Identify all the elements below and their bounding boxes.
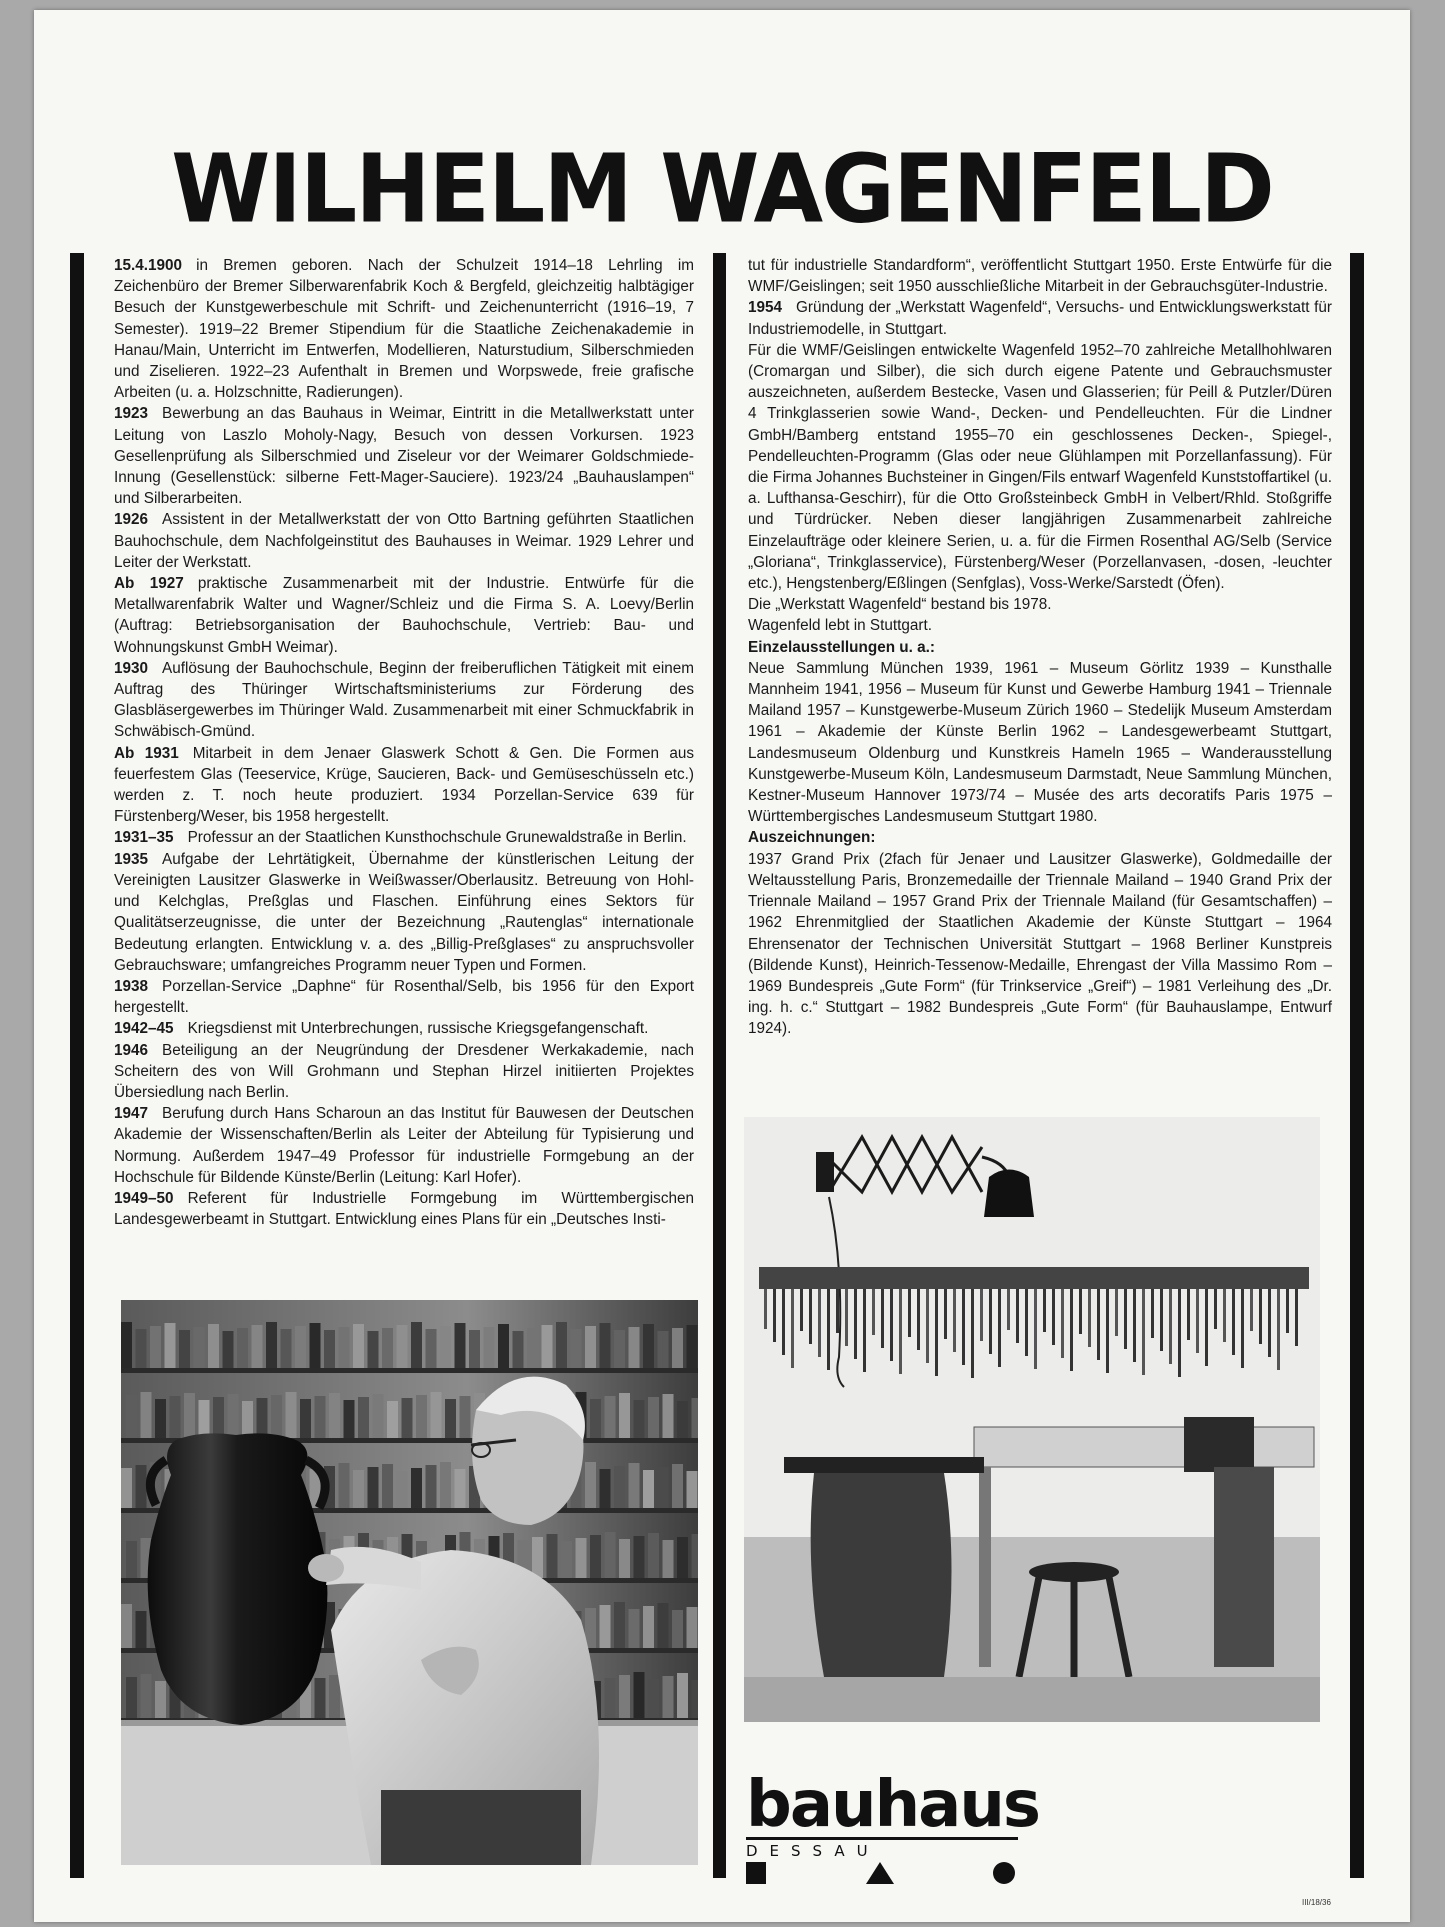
entry-year: 1931–35	[114, 829, 174, 847]
continuation-paragraph: tut für industrielle Standardform“, veröffentlicht Stuttgart 1950. Erste Entwürfe für die WMF/Geislingen; seit 1950 ausschließliche Mitarbeit in der Gebrauchsgüter-Industrie.	[748, 257, 1332, 296]
entry-year: Ab 1927	[114, 575, 184, 593]
entry-text: Beteiligung an der Neugründung der Dresdener Werkakademie, nach Scheitern des von Will Grohmann und Stephan Hirzel initiierten Projektes Übersiedlung nach Berlin.	[114, 1041, 694, 1101]
entry-year: 1942–45	[114, 1020, 174, 1038]
entry-text: Porzellan-Service „Daphne“ für Rosenthal/Selb, bis 1956 für den Export hergestellt.	[114, 977, 694, 1017]
exhibitions-heading: Einzelausstellungen u. a.:	[748, 638, 935, 656]
entry-year: 1930	[114, 659, 149, 677]
biography-entry	[114, 743, 694, 828]
biography-entry	[114, 255, 694, 403]
entry-text: Berufung durch Hans Scharoun an das Institut für Bauwesen der Deutschen Akademie der Wissenschaften/Berlin als Leiter der Abteilung für Typisierung und Normung. Außerdem 1947–49 Professor für industrielle Formgebung an der Hochschule für Bildende Künste/Berlin (Leitung: Karl Hofer).	[114, 1105, 694, 1186]
lives-line: Wagenfeld lebt in Stuttgart.	[748, 617, 932, 635]
awards-heading: Auszeichnungen:	[748, 829, 876, 847]
entry-year: 1949–50	[114, 1189, 174, 1207]
bauhaus-shapes-icon	[746, 1860, 1018, 1886]
entry-year: 1946	[114, 1041, 149, 1059]
entry-year: 1923	[114, 405, 149, 423]
biography-entry	[114, 849, 694, 976]
biography-entry	[114, 403, 694, 509]
workshop-photo-drawing	[744, 1117, 1320, 1722]
left-rule	[70, 253, 84, 1878]
entry-year: 1954	[748, 299, 783, 317]
biography-entry	[114, 1188, 694, 1230]
right-text-column	[748, 255, 1332, 1040]
entry-1954	[748, 297, 1332, 339]
biography-entry	[114, 1018, 694, 1039]
entry-year: 15.4.1900	[114, 257, 183, 274]
entry-text: Mitarbeit in dem Jenaer Glaswerk Schott & Gen. Die Formen aus feuerfestem Glas (Teeservice, Krüge, Saucieren, Back- und Gemüseschüsseln etc.) werden z. T. noch heute produziert. 1934 Porzellan-Service 639 für Fürstenberg/Weser, bis 1958 hergestellt.	[114, 744, 695, 826]
biography-entry	[114, 827, 694, 848]
entry-text: in Bremen geboren. Nach der Schulzeit 1914–18 Lehrling im Zeichenbüro der Bremer Silberwarenfabrik Koch & Bergfeld, gleichzeitig halbtägiger Besuch der Kunstgewerbeschule mit Schrift- und Zeichenunterricht (1916–19, 7 Semester). 1919–22 Bremer Stipendium für die Staatliche Zeichenakademie in Hanau/Main, Unterricht im Entwerfen, Modellieren, Naturstudium, Silberschmieden und Ziselieren. 1922–23 Aufenthalt in Bremen und Worpswede, freie grafische Arbeiten (u. a. Holzschnitte, Radierungen).	[114, 257, 694, 402]
entry-text: Referent für Industrielle Formgebung im Württembergischen Landesgewerbeamt in Stuttgart. Entwicklung eines Plans für ein „Deutsches Insti-	[114, 1189, 694, 1229]
biography-entry	[114, 1103, 694, 1188]
awards-text: 1937 Grand Prix (2fach für Jenaer und Lausitzer Glaswerke), Goldmedaille der Weltausstellung Paris, Bronzemedaille der Triennale Mailand – 1940 Grand Prix der Triennale Mailand – 1957 Grand Prix der Triennale Mailand (für Gesamtschaffen) – 1962 Ehrenmitglied der Staatlichen Akademie der Künste Stuttgart – 1964 Ehrensenator der Technischen Universität Stuttgart – 1968 Berliner Kunstpreis (Bildende Kunst), Heinrich-Tessenow-Medaille, Ehrengast der Villa Massimo Rom – 1969 Bundespreis „Gute Form“ (für Trinkservice „Greif“) – 1981 Verleihung des „Dr. ing. h. c.“ Stuttgart – 1982 Bundespreis „Gute Form“ (für Bauhauslampe, Entwurf 1924).	[748, 850, 1332, 1038]
bauhaus-logo	[746, 1768, 1039, 1891]
entry-text: Bewerbung an das Bauhaus in Weimar, Eintritt in die Metallwerkstatt unter Leitung von Laszlo Moholy-Nagy, Besuch von dessen Vorkursen. 1923 Gesellenprüfung als Silberschmied und Ziseleur vor der Weimarer Goldschmiede-Innung (Gesellenstück: silberne Fett-Mager-Sauciere). 1923/24 „Bauhauslampen“ und Silberarbeiten.	[114, 405, 694, 508]
portrait-photo-drawing	[121, 1300, 698, 1865]
center-rule	[713, 253, 726, 1878]
biography-entry	[114, 1040, 694, 1104]
entry-text: Gründung der „Werkstatt Wagenfeld“, Versuchs- und Entwicklungswerkstatt für Industriemodelle, in Stuttgart.	[748, 299, 1332, 338]
entry-text: Aufgabe der Lehrtätigkeit, Übernahme der künstlerischen Leitung der Vereinigten Lausitzer Glaswerke in Weißwasser/Oberlausitz. Betreuung von Hohl- und Kelchglas, Preßglas und Flaschen. Einführung eines Sektors für Qualitätserzeugnisse, die unter der Bezeichnung „Rautenglas“ internationale Bedeutung erlangten. Entwicklung v. a. des „Billig-Preßglases“ zu anspruchsvoller Gebrauchsware; umfangreiches Programm neuer Typen und Formen.	[114, 850, 694, 974]
right-rule	[1350, 253, 1364, 1878]
entry-text: Professur an der Staatlichen Kunsthochschule Grunewaldstraße in Berlin.	[187, 829, 687, 847]
werkstatt-line: Die „Werkstatt Wagenfeld“ bestand bis 1978.	[748, 596, 1052, 614]
left-text-column	[114, 255, 694, 1230]
wmf-paragraph: Für die WMF/Geislingen entwickelte Wagenfeld 1952–70 zahlreiche Metallhohlwaren (Cromargan und Silber), die sich durch eigene Patente und Gebrauchsmuster auszeichneten, außerdem Bestecke, Vasen und Glasserien; für Peill & Putzler/Düren 4 Trinkglasserien sowie Wand-, Decken- und Pendelleuchten. Für die Lindner GmbH/Bamberg entstand 1955–70 ein geschlossenes Decken-, Spiegel-, Pendelleuchten-Programm (Glas oder neue Glühlampen mit Porzellanfassung). Für die Firma Johannes Buchsteiner in Gingen/Fils entwarf Wagenfeld Kunststoffartikel (u. a. Lufthansa-Geschirr), für die Otto Großsteinbeck GmbH in Velbert/Rhld. Stoßgriffe und Türdrücker. Neben dieser langjährigen Zusammenarbeit zahlreiche Einzelaufträge oder kleinere Serien, u. a. für die Firmen Rosenthal AG/Selb (Service „Gloriana“, Trinkglasservice), Fürstenberg/Weser (Porzellanvasen, -dosen, -leuchter etc.), Hengstenberg/Eßlingen (Senfglas), Voss-Werke/Sarstedt (Öfen).	[748, 341, 1332, 593]
entry-text: Auflösung der Bauhochschule, Beginn der freiberuflichen Tätigkeit mit einem Auftrag des Thüringer Wirtschaftsministeriums zur Förderung des Glasbläsergewerbes im Thüringer Wald. Zusammenarbeit mit einer Schmuckfabrik in Schwäbisch-Gmünd.	[114, 659, 694, 741]
bauhaus-logo-word: bauhaus	[746, 1768, 1039, 1842]
entry-text: Kriegsdienst mit Unterbrechungen, russische Kriegsgefangenschaft.	[187, 1020, 649, 1038]
print-code: III/18/36	[1302, 1898, 1331, 1907]
entry-year: 1947	[114, 1105, 149, 1123]
entry-year: 1926	[114, 511, 149, 529]
portrait-photo	[121, 1300, 698, 1865]
biography-entry	[114, 658, 694, 743]
bauhaus-logo-subtitle: DESSAU	[746, 1837, 1018, 1860]
page-title: WILHELM WAGENFELD	[171, 134, 1273, 245]
biography-entry	[114, 509, 694, 573]
biography-entry	[114, 573, 694, 658]
entry-year: 1938	[114, 977, 149, 995]
entry-year: 1935	[114, 850, 149, 868]
biography-entry	[114, 976, 694, 1018]
entry-text: Assistent in der Metallwerkstatt der von Otto Bartning geführten Staatlichen Bauhochschule, dem Nachfolgeinstitut des Bauhauses in Weimar. 1929 Lehrer und Leiter der Werkstatt.	[114, 511, 694, 571]
poster	[34, 10, 1410, 1922]
exhibitions-text: Neue Sammlung München 1939, 1961 – Museum Görlitz 1939 – Kunsthalle Mannheim 1941, 1956 – Museum für Kunst und Gewerbe Hamburg 1941 – Triennale Mailand 1957 – Kunstgewerbe-Museum Zürich 1960 – Stedelijk Museum Amsterdam 1961 – Akademie der Künste Berlin 1962 – Landesgewerbeamt Stuttgart, Landesmuseum Oldenburg und Kunstkreis Hameln 1965 – Wanderausstellung Kunstgewerbe-Museum Köln, Landesmuseum Darmstadt, Neue Sammlung München, Kestner-Museum Hannover 1973/74 – Musée des arts decoratifs Paris 1975 – Württembergisches Landesmuseum Stuttgart 1980.	[748, 659, 1332, 826]
workshop-photo	[744, 1117, 1320, 1722]
entry-text: praktische Zusammenarbeit mit der Industrie. Entwürfe für die Metallwarenfabrik Walter und Wagner/Schleiz und die Firma S. A. Loevy/Berlin (Auftrag: Betriebsorganisation der Bauhochschule, Vertrieb: Bau- und Wohnungskunst GmbH Weimar).	[114, 575, 695, 656]
entry-year: Ab 1931	[114, 744, 179, 762]
